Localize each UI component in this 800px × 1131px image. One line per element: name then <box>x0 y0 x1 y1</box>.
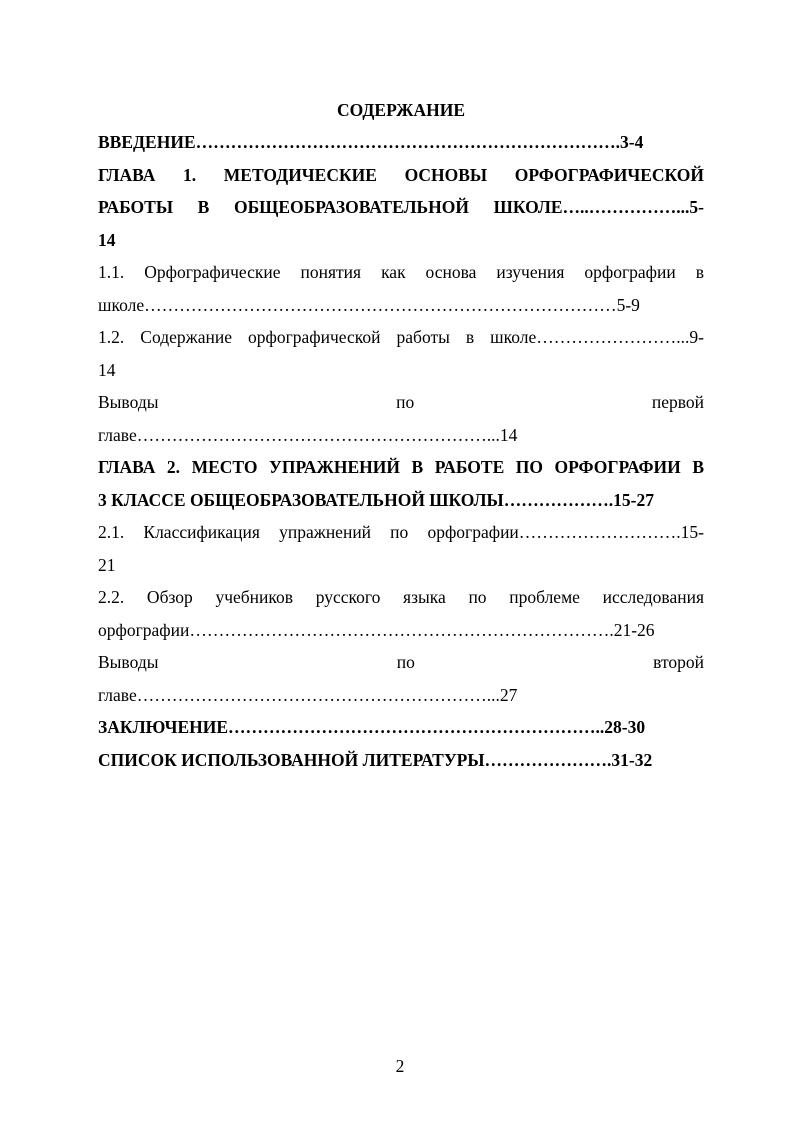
page-number: 2 <box>395 1056 405 1076</box>
toc-entry-section-2-2 <box>98 581 704 646</box>
toc-entry-line: главе……………………………………………………...14 <box>98 424 518 445</box>
document-page <box>98 94 704 776</box>
toc-entry-line: школе………………………………………………………………………5-9 <box>98 294 640 315</box>
toc-entry-introduction <box>98 126 704 159</box>
toc-entry-section-1-2 <box>98 321 704 386</box>
toc-entry-line: Выводы по первой <box>98 392 704 412</box>
toc-entry-line: 2.2. Обзор учебников русского языка по проблеме исследования <box>98 587 704 607</box>
toc-entry-line: 14 <box>98 229 116 250</box>
toc-entry-line: Выводы по второй <box>98 652 704 672</box>
toc-entry-section-1-1 <box>98 256 704 321</box>
toc-entry-line: 14 <box>98 359 116 380</box>
toc-entry-line: 1.2. Содержание орфографической работы в школе……………………...9- <box>98 327 704 347</box>
toc-list <box>98 126 704 776</box>
toc-entry-conclusion <box>98 711 704 744</box>
toc-entry-line: орфографии……………………………………………………………….21-26 <box>98 619 655 640</box>
toc-entry-line: РАБОТЫ В ОБЩЕОБРАЗОВАТЕЛЬНОЙ ШКОЛЕ…..……………...5- <box>98 197 704 217</box>
toc-entry-line: 1.1. Орфографические понятия как основа изучения орфографии в <box>98 262 704 282</box>
toc-entry-section-2-1 <box>98 516 704 581</box>
toc-entry-conclusions-chapter-1 <box>98 386 704 451</box>
toc-entry-line: СПИСОК ИСПОЛЬЗОВАННОЙ ЛИТЕРАТУРЫ………………….31-32 <box>98 749 653 770</box>
toc-entry-line: ЗАКЛЮЧЕНИЕ………………………………………………………..28-30 <box>98 717 646 737</box>
toc-entry-line: ГЛАВА 2. МЕСТО УПРАЖНЕНИЙ В РАБОТЕ ПО ОРФОГРАФИИ В <box>98 457 704 477</box>
toc-entry-line: главе……………………………………………………...27 <box>98 684 518 705</box>
toc-title: СОДЕРЖАНИЕ <box>336 100 465 120</box>
toc-entry-line: ВВЕДЕНИЕ……………………………………………………………….3-4 <box>98 132 644 152</box>
toc-entry-line: 21 <box>98 554 116 575</box>
toc-entry-line: ГЛАВА 1. МЕТОДИЧЕСКИЕ ОСНОВЫ ОРФОГРАФИЧЕСКОЙ <box>98 164 704 185</box>
toc-entry-conclusions-chapter-2 <box>98 646 704 711</box>
toc-entry-line: 3 КЛАССЕ ОБЩЕОБРАЗОВАТЕЛЬНОЙ ШКОЛЫ……………….15-27 <box>98 489 654 510</box>
toc-entry-line: 2.1. Классификация упражнений по орфографии……………………….15- <box>98 522 704 542</box>
toc-entry-bibliography <box>98 744 704 777</box>
toc-entry-chapter-1 <box>98 159 704 257</box>
toc-entry-chapter-2 <box>98 451 704 516</box>
